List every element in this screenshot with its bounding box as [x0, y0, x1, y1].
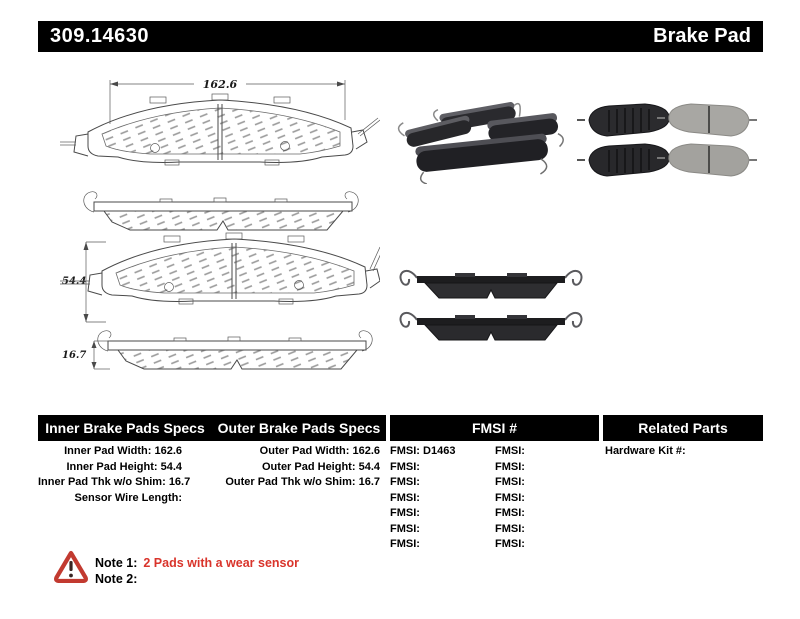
technical-drawings — [60, 72, 380, 382]
inner-specs-title: Inner Brake Pads Specs — [45, 420, 205, 436]
fmsi-column-1 — [390, 444, 490, 553]
brake-pads-flat-photo — [575, 96, 757, 184]
spec-row: Sensor Wire Length: — [74, 491, 182, 504]
specs-title-bar — [38, 415, 386, 441]
fmsi-row: FMSI: — [390, 476, 420, 488]
edge-pad-2 — [400, 313, 581, 340]
fmsi-row: FMSI: — [390, 491, 420, 504]
pad-front-view-drawing — [60, 94, 380, 165]
notes-block — [95, 555, 299, 587]
spec-row: Outer Pad Height: 54.4 — [262, 460, 380, 473]
spec-row: Outer Pad Width: 162.6 — [259, 445, 380, 457]
spec-row: Outer Pad Thk w/o Shim: 16.7 — [225, 476, 380, 488]
fmsi-title-bar — [390, 415, 599, 441]
fmsi-row: FMSI: — [495, 476, 525, 488]
fmsi-row: FMSI: — [495, 460, 525, 473]
spec-row: Inner Pad Width: 162.6 — [64, 445, 182, 457]
fmsi-row: FMSI: — [495, 507, 525, 519]
spec-row: Inner Pad Thk w/o Shim: 16.7 — [38, 476, 191, 488]
warning-triangle-icon — [53, 549, 89, 583]
fmsi-row: FMSI: — [390, 522, 420, 535]
fmsi-row: FMSI: — [390, 460, 420, 473]
outer-specs-column — [200, 444, 380, 491]
spec-row: Inner Pad Height: 54.4 — [66, 460, 182, 473]
black-pad-2 — [577, 144, 677, 176]
related-parts-title: Related Parts — [638, 420, 728, 436]
fmsi-row: FMSI: — [390, 538, 420, 550]
outer-specs-title: Outer Brake Pads Specs — [217, 420, 381, 436]
pad-side-view-drawing-2 — [98, 331, 373, 369]
fmsi-row: FMSI: — [390, 507, 420, 519]
note2-text — [137, 572, 143, 586]
inner-specs-column — [38, 444, 191, 506]
thickness-dimension — [62, 341, 110, 369]
pad-side-view-drawing — [84, 192, 359, 230]
note1-label: Note 1: — [95, 556, 138, 570]
dim-thickness-label: 16.7 — [62, 350, 87, 361]
note-2 — [95, 571, 299, 587]
black-pad-1 — [577, 104, 677, 136]
fmsi-row: FMSI: D1463 — [390, 445, 456, 457]
note1-text: 2 Pads with a wear sensor — [143, 556, 299, 570]
brake-pads-edge-photo — [395, 258, 587, 356]
related-parts-column — [605, 444, 763, 460]
part-number: 309.14630 — [50, 25, 150, 47]
related-row: Hardware Kit #: — [605, 445, 686, 457]
edge-pad-1 — [400, 271, 581, 298]
fmsi-row: FMSI: — [495, 522, 525, 535]
brake-pads-perspective-photo — [392, 96, 568, 184]
dim-height-label: 54.4 — [62, 276, 87, 287]
gray-pad-2 — [657, 144, 757, 176]
dim-width-label: 162.6 — [202, 78, 238, 91]
pad-front-view-drawing-2 — [60, 233, 380, 304]
height-dimension — [62, 242, 106, 322]
gray-pad-1 — [657, 104, 757, 136]
related-parts-title-bar — [603, 415, 763, 441]
product-type-label: Brake Pad — [653, 25, 751, 47]
fmsi-column-2 — [495, 444, 595, 553]
fmsi-row: FMSI: — [495, 491, 525, 504]
note2-label: Note 2: — [95, 572, 138, 586]
fmsi-row: FMSI: — [495, 538, 525, 550]
fmsi-title: FMSI # — [471, 420, 518, 436]
note-1 — [95, 555, 299, 571]
title-bar — [38, 21, 763, 52]
fmsi-row: FMSI: — [495, 445, 525, 457]
